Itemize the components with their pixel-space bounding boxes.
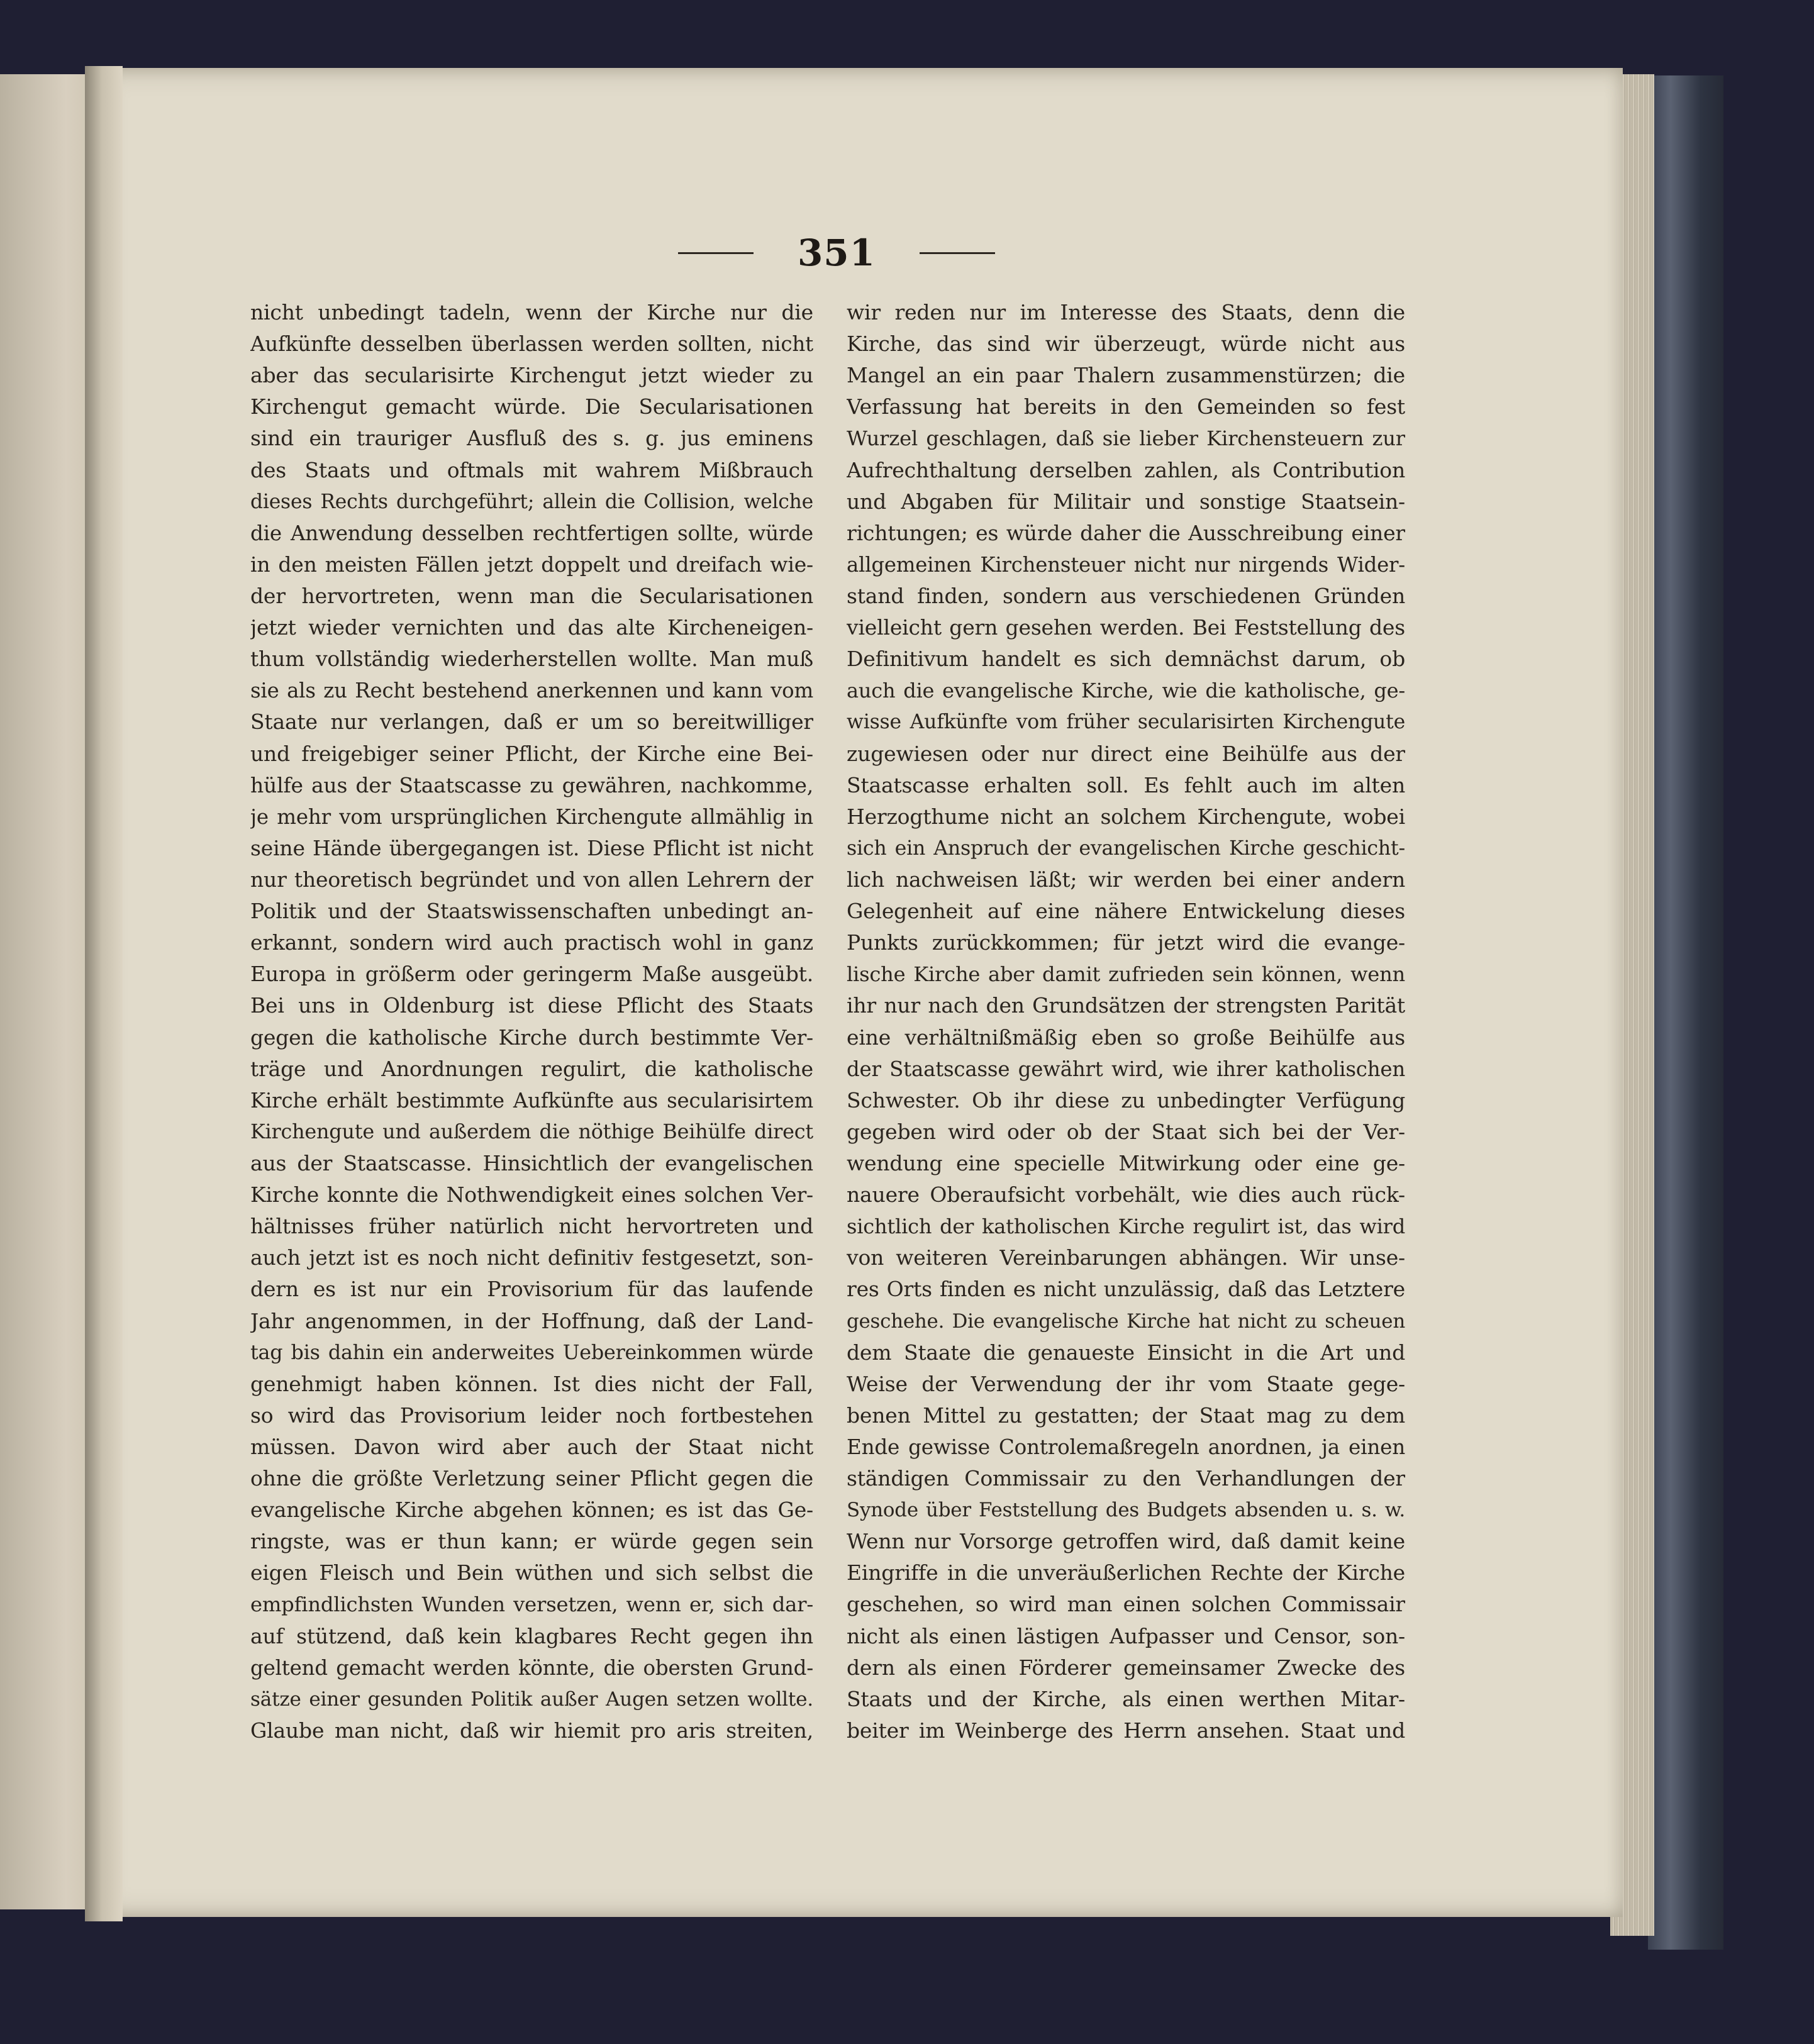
text-line: wir reden nur im Interesse des Staats, denn die [847,300,1405,325]
text-line: thum vollständig wiederherstellen wollte. Man muß [250,647,813,672]
text-line: Ende gewisse Controlemaßregeln anordnen, ja einen [847,1435,1405,1459]
text-line: Kirche erhält bestimmte Aufkünfte aus secularisirtem [250,1088,813,1113]
text-line: Definitivum handelt es sich demnächst darum, ob [847,647,1405,672]
header-rule-left [678,252,754,254]
text-line: ohne die größte Verletzung seiner Pflicht gegen die [250,1466,813,1491]
text-line: Mangel an ein paar Thalern zusammenstürzen; die [847,363,1405,388]
text-line: dieses Rechts durchgeführt; allein die Collision, welche [250,490,813,513]
text-line: je mehr vom ursprünglichen Kirchengute allmählig in [250,804,813,829]
text-line: geschehe. Die evangelische Kirche hat nicht zu scheuen [847,1309,1405,1333]
text-line: und freigebiger seiner Pflicht, der Kirche eine Bei- [250,741,813,766]
text-line: müssen. Davon wird aber auch der Staat nicht [250,1434,813,1459]
facing-page-edge [0,74,94,1909]
text-line: Staate nur verlangen, daß er um so bereitwilliger [250,709,813,735]
text-line: res Orts finden es nicht unzulässig, daß das Letztere [847,1277,1405,1302]
text-line: eine verhältnißmäßig eben so große Beihülfe aus [847,1025,1405,1050]
text-line: nicht unbedingt tadeln, wenn der Kirche nur die [250,300,813,325]
text-line: ihr nur nach den Grundsätzen der strengsten Parität [847,993,1405,1018]
text-line: richtungen; es würde daher die Ausschreibung einer [847,520,1405,545]
text-line: dem Staate die genaueste Einsicht in die Art und [847,1340,1405,1365]
text-line: Verfassung hat bereits in den Gemeinden so fest [847,394,1405,419]
text-line: Aufrechthaltung derselben zahlen, als Contribution [847,457,1405,482]
text-line: Aufkünfte desselben überlassen werden sollten, nicht [250,332,813,357]
text-line: hältnisses früher natürlich nicht hervortreten und [250,1214,813,1239]
text-line: und Abgaben für Militair und sonstige Staatsein- [847,489,1405,514]
text-line: Kirchengut gemacht würde. Die Secularisationen [250,394,813,419]
text-line: des Staats und oftmals mit wahrem Mißbrauch [250,457,813,482]
text-line: sind ein trauriger Ausfluß des s. g. jus eminens [250,426,813,451]
text-line: vielleicht gern gesehen werden. Bei Feststellung des [847,615,1405,640]
text-line: wisse Aufkünfte vom früher secularisirten Kirchengute [847,711,1405,734]
left-text-column [250,297,813,1747]
text-line: Weise der Verwendung der ihr vom Staate gege- [847,1371,1405,1396]
text-line: auch jetzt ist es noch nicht definitiv festgesetzt, son- [250,1245,813,1270]
text-line: Kirche konnte die Nothwendigkeit eines solchen Ver- [250,1182,813,1208]
text-line: erkannt, sondern wird auch practisch wohl in ganz [250,930,813,955]
text-line: geltend gemacht werden könnte, die obersten Grund- [250,1655,813,1680]
text-line: eigen Fleisch und Bein wüthen und sich selbst die [250,1560,813,1586]
text-line: so wird das Provisorium leider noch fortbestehen [250,1402,813,1428]
text-line: sichtlich der katholischen Kirche regulirt ist, das wird [847,1214,1405,1239]
book-gutter [85,66,123,1921]
text-line: benen Mittel zu gestatten; der Staat mag zu dem [847,1402,1405,1428]
page-header [667,231,1006,274]
right-text-column [847,297,1405,1747]
text-line: Kirche, das sind wir überzeugt, würde nicht aus [847,331,1405,357]
text-line: ständigen Commissair zu den Verhandlungen der [847,1466,1405,1491]
text-line: wendung eine specielle Mitwirkung oder eine ge- [847,1150,1405,1175]
text-line: Herzogthume nicht an solchem Kirchengute, wobei [847,804,1405,829]
text-line: nicht als einen lästigen Aufpasser und Censor, son- [847,1623,1405,1648]
text-line: Europa in größerm oder geringerm Maße ausgeübt. [250,962,813,987]
text-line: Kirchengute und außerdem die nöthige Beihülfe direct [250,1119,813,1143]
text-line: Staatscasse erhalten soll. Es fehlt auch im alten [847,772,1405,797]
header-rule-right [920,252,995,254]
text-line: ringste, was er thun kann; er würde gegen sein [250,1529,813,1554]
text-line: gegeben wird oder ob der Staat sich bei der Ver- [847,1119,1405,1144]
text-line: allgemeinen Kirchensteuer nicht nur nirgends Wider- [847,552,1405,577]
text-line: beiter im Weinberge des Herrn ansehen. Staat und [847,1718,1405,1743]
text-line: Glaube man nicht, daß wir hiemit pro aris streiten, [250,1718,813,1743]
text-line: genehmigt haben können. Ist dies nicht der Fall, [250,1371,813,1396]
text-line: nauere Oberaufsicht vorbehält, wie dies auch rück- [847,1182,1405,1208]
text-line: die Anwendung desselben rechtfertigen sollte, würde [250,521,813,545]
text-line: sätze einer gesunden Politik außer Augen setzen wollte. [250,1687,813,1711]
text-line: Politik und der Staatswissenschaften unbedingt an- [250,899,813,924]
text-line: träge und Anordnungen regulirt, die katholische [250,1056,813,1081]
text-line: Staats und der Kirche, als einen werthen Mitar- [847,1686,1405,1711]
text-line: empfindlichsten Wunden versetzen, wenn er, sich dar- [250,1592,813,1617]
text-line: sie als zu Recht bestehend anerkennen und kann vom [250,679,813,703]
text-line: jetzt wieder vernichten und das alte Kircheneigen- [250,615,813,640]
text-line: geschehen, so wird man einen solchen Commissair [847,1592,1405,1617]
text-line: Synode über Feststellung des Budgets absenden u. s. w. [847,1499,1405,1522]
text-line: dern als einen Förderer gemeinsamer Zwecke des [847,1655,1405,1680]
text-line: stand finden, sondern aus verschiedenen Gründen [847,583,1405,608]
text-line: dern es ist nur ein Provisorium für das laufende [250,1277,813,1302]
text-line: auf stützend, daß kein klagbares Recht gegen ihn [250,1623,813,1648]
text-line: lich nachweisen läßt; wir werden bei einer andern [847,867,1405,892]
text-line: Punkts zurückkommen; für jetzt wird die evange- [847,930,1405,955]
text-line: zugewiesen oder nur direct eine Beihülfe aus der [847,741,1405,766]
text-line: Wenn nur Vorsorge getroffen wird, daß damit keine [847,1529,1405,1554]
text-line: seine Hände übergegangen ist. Diese Pflicht ist nicht [250,835,813,860]
text-line: sich ein Anspruch der evangelischen Kirche geschicht- [847,836,1405,860]
book-cover-edge [1648,75,1723,1950]
text-line: aber das secularisirte Kirchengut jetzt wieder zu [250,363,813,388]
text-line: Jahr angenommen, in der Hoffnung, daß der Land- [250,1308,813,1333]
text-line: Eingriffe in die unveräußerlichen Rechte der Kirche [847,1560,1405,1586]
text-line: gegen die katholische Kirche durch bestimmte Ver- [250,1025,813,1050]
text-line: evangelische Kirche abgehen können; es ist das Ge- [250,1497,813,1523]
text-line: tag bis dahin ein anderweites Uebereinkommen würde [250,1341,813,1364]
text-line: Schwester. Ob ihr diese zu unbedingter Verfügung [847,1087,1405,1113]
text-line: Wurzel geschlagen, daß sie lieber Kirchensteuern zur [847,426,1405,451]
text-line: aus der Staatscasse. Hinsichtlich der evangelischen [250,1150,813,1175]
text-line: der hervortreten, wenn man die Secularisationen [250,583,813,608]
text-line: auch die evangelische Kirche, wie die katholische, ge- [847,679,1405,703]
text-line: von weiteren Vereinbarungen abhängen. Wir unse- [847,1245,1405,1270]
text-line: hülfe aus der Staatscasse zu gewähren, nachkomme, [250,772,813,797]
page-number: 351 [797,231,876,274]
text-line: in den meisten Fällen jetzt doppelt und dreifach wie- [250,552,813,577]
text-line: Bei uns in Oldenburg ist diese Pflicht des Staats [250,993,813,1018]
text-line: nur theoretisch begründet und von allen Lehrern der [250,867,813,892]
text-line: Gelegenheit auf eine nähere Entwickelung dieses [847,899,1405,924]
text-line: der Staatscasse gewährt wird, wie ihrer katholischen [847,1057,1405,1081]
text-line: lische Kirche aber damit zufrieden sein können, wenn [847,962,1405,987]
